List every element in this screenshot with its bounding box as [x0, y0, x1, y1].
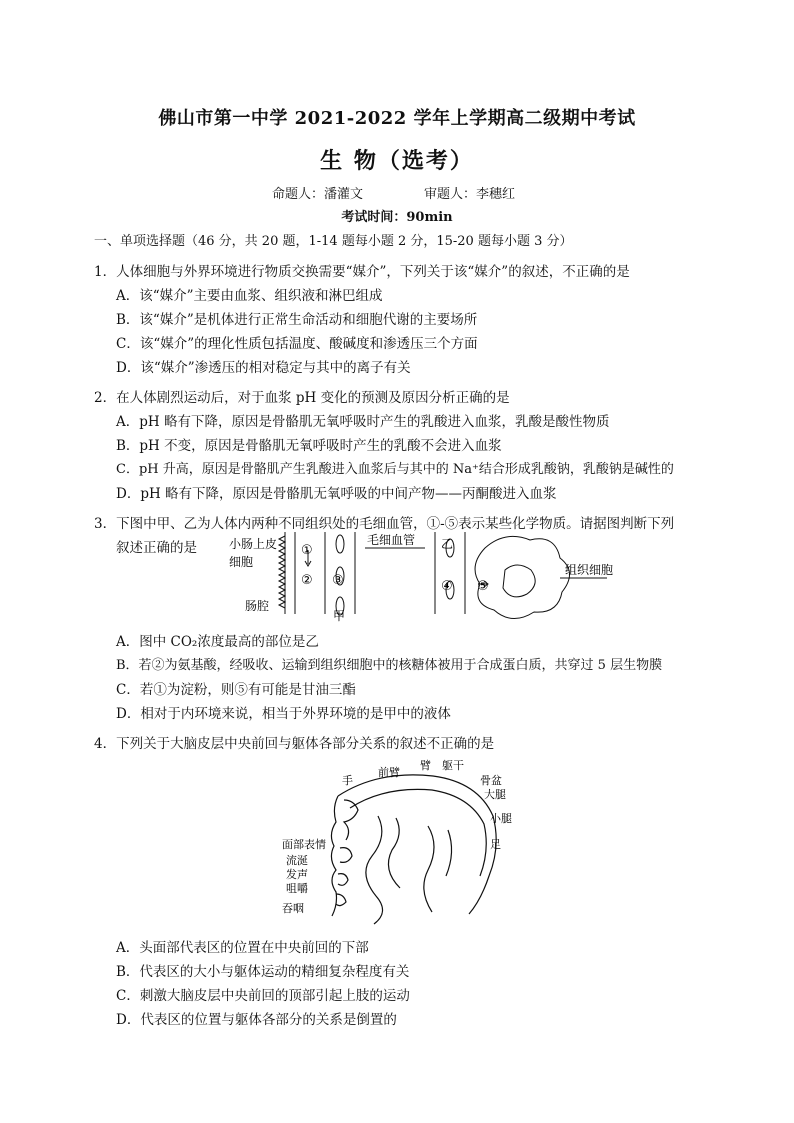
- label-yi: 乙: [441, 537, 454, 551]
- question-1-option-d: D．该“媒介”渗透压的相对稳定与其中的离子有关: [116, 360, 411, 376]
- label-voice: 发声: [286, 868, 308, 881]
- question-3-stem: 3．下图中甲、乙为人体内两种不同组织处的毛细血管，①-⑤表示某些化学物质。请据图判断下列: [94, 516, 675, 532]
- question-3-option-d: D．相对于内环境来说，相当于外界环境的是甲中的液体: [116, 706, 451, 722]
- marker-2: ②: [301, 573, 313, 588]
- label-epithelium: 小肠上皮: [229, 537, 278, 551]
- motor-cortex-figure: [278, 756, 518, 926]
- question-3-option-b: B．若②为氨基酸，经吸收、运输到组织细胞中的核糖体被用于合成蛋白质，共穿过 5 层生物膜: [116, 658, 663, 673]
- label-thigh: 大腿: [484, 788, 506, 801]
- label-arm: 臂: [420, 759, 431, 772]
- marker-4: ④: [441, 579, 453, 594]
- question-1-option-a: A．该“媒介”主要由血浆、组织液和淋巴组成: [116, 288, 383, 304]
- question-1-option-b: B．该“媒介”是机体进行正常生命活动和细胞代谢的主要场所: [116, 312, 478, 328]
- exam-title: 佛山市第一中学 2021-2022 学年上学期高二级期中考试: [158, 108, 636, 129]
- capillary-figure: [215, 528, 640, 622]
- question-4-option-a: A．头面部代表区的位置在中央前回的下部: [116, 940, 369, 956]
- question-4-stem: 4．下列关于大脑皮层中央前回与躯体各部分关系的叙述不正确的是: [94, 736, 495, 752]
- exam-time: 考试时间：90min: [341, 210, 453, 225]
- question-2-option-b: B．pH 不变，原因是骨骼肌无氧呼吸时产生的乳酸不会进入血浆: [116, 438, 502, 454]
- question-4-option-c: C．刺激大脑皮层中央前回的顶部引起上肢的运动: [116, 988, 410, 1004]
- label-drool: 流涎: [286, 854, 308, 867]
- reviewer-line: 审题人：李穗红: [424, 187, 516, 202]
- label-tissue-cell: 组织细胞: [565, 563, 614, 577]
- label-lumen: 肠腔: [245, 599, 270, 613]
- marker-1: ①: [301, 543, 313, 558]
- question-1-option-c: C．该“媒介”的理化性质包括温度、酸碱度和渗透压三个方面: [116, 336, 478, 352]
- label-swallow: 吞咽: [282, 902, 304, 915]
- question-1-stem: 1．人体细胞与外界环境进行物质交换需要“媒介”，下列关于该“媒介”的叙述，不正确的是: [94, 264, 630, 280]
- question-3-option-a: A．图中 CO₂浓度最高的部位是乙: [116, 634, 319, 650]
- question-2-option-a: A．pH 略有下降，原因是骨骼肌无氧呼吸时产生的乳酸进入血浆，乳酸是酸性物质: [116, 414, 610, 430]
- question-4-option-d: D．代表区的位置与躯体各部分的关系是倒置的: [116, 1012, 397, 1028]
- question-3-stem-continued: 叙述正确的是: [116, 540, 197, 556]
- label-cell: 细胞: [229, 555, 254, 569]
- question-2-option-d: D．pH 略有下降，原因是骨骼肌无氧呼吸的中间产物——丙酮酸进入血浆: [116, 486, 557, 502]
- question-2-stem: 2．在人体剧烈运动后，对于血浆 pH 变化的预测及原因分析正确的是: [94, 390, 510, 406]
- label-forearm: 前臂: [378, 766, 400, 779]
- label-face: 面部表情: [282, 838, 326, 851]
- label-trunk: 躯干: [442, 759, 464, 772]
- marker-5: ⑤: [477, 579, 489, 594]
- label-calf: 小腿: [490, 812, 512, 825]
- question-3-option-c: C．若①为淀粉，则⑤有可能是甘油三酯: [116, 682, 356, 698]
- label-foot: 足: [490, 838, 501, 851]
- label-hand: 手: [342, 774, 353, 787]
- marker-3: ③: [332, 573, 344, 588]
- author-line: 命题人：潘灌文: [272, 187, 364, 202]
- section-heading: 一、单项选择题（46 分，共 20 题，1-14 题每小题 2 分，15-20 题每小题 3 分）: [94, 234, 573, 249]
- label-pelvis: 骨盆: [480, 774, 502, 787]
- question-4-option-b: B．代表区的大小与躯体运动的精细复杂程度有关: [116, 964, 410, 980]
- label-chew: 咀嚼: [286, 882, 308, 895]
- label-jia: 甲: [333, 609, 346, 622]
- question-2-option-c: C．pH 升高，原因是骨骼肌产生乳酸进入血浆后与其中的 Na⁺结合形成乳酸钠，乳酸钠是碱性的: [116, 462, 674, 477]
- label-capillary: 毛细血管: [367, 533, 416, 547]
- exam-subject: 生 物（选考）: [320, 148, 474, 174]
